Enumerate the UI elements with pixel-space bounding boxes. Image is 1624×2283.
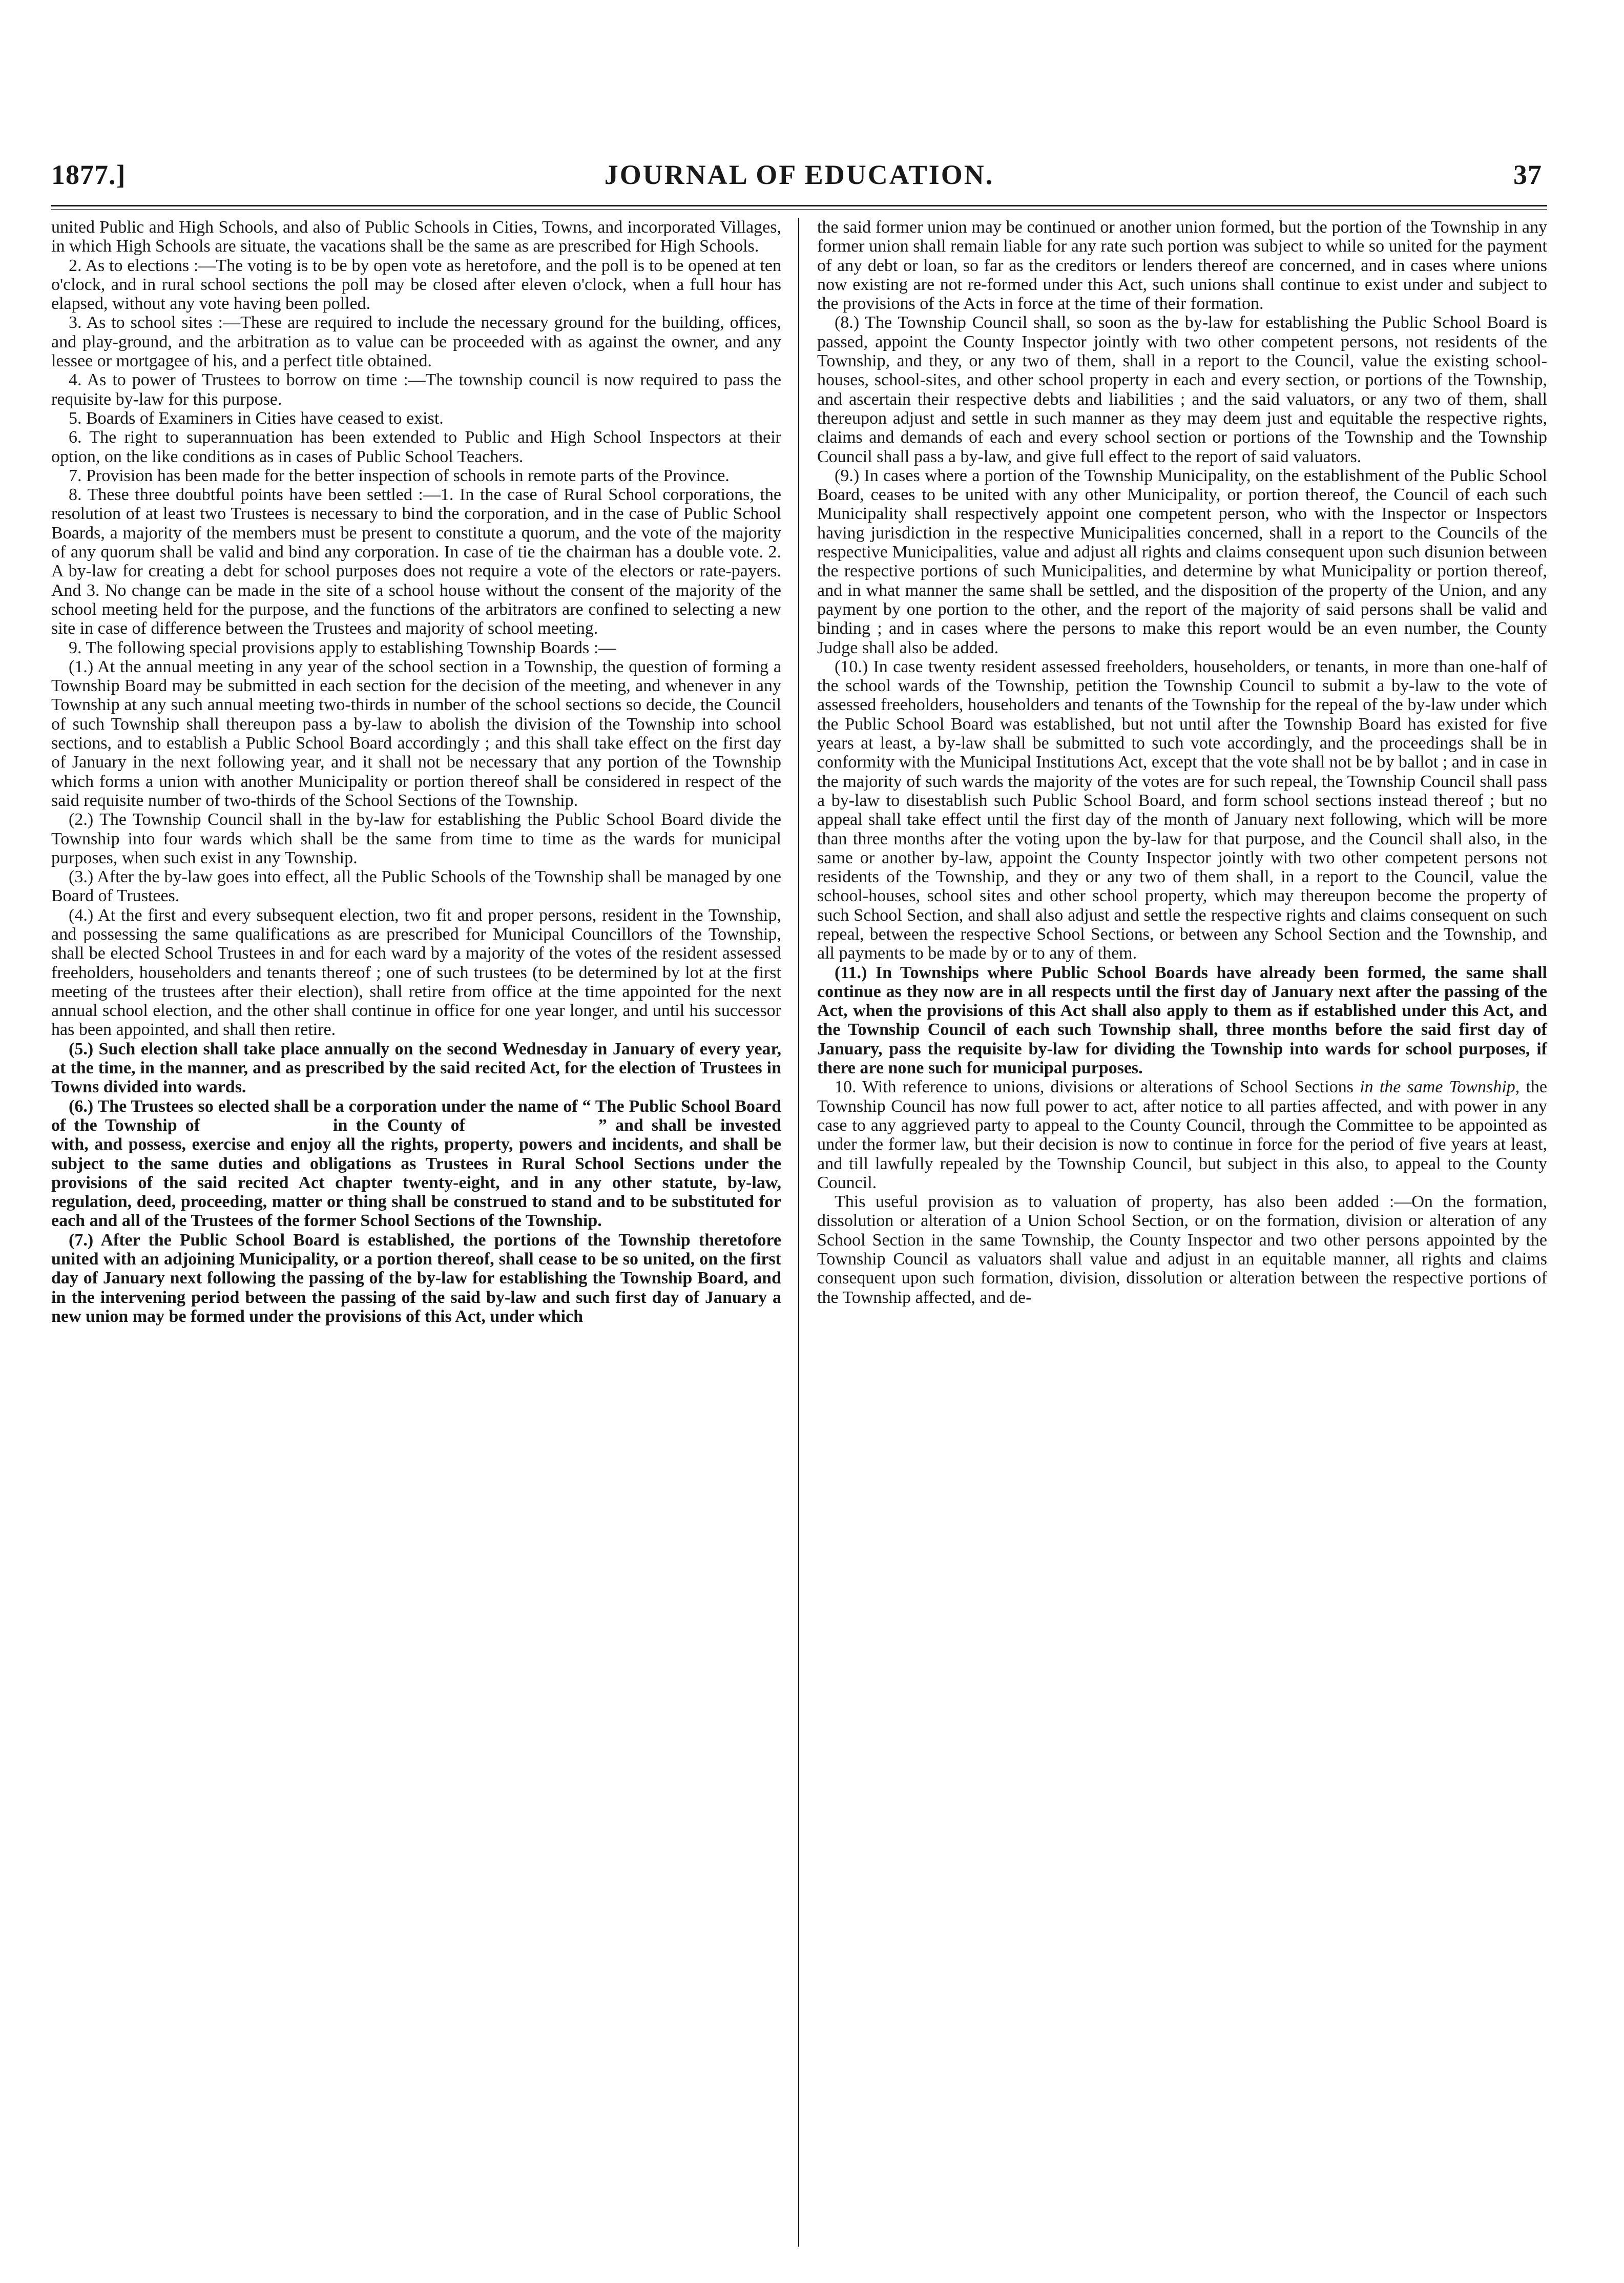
paragraph-township-boards: 9. The following special provisions apply to establishing Township Boards :— — [69, 638, 616, 657]
paragraph-school-sites: 3. As to school sites :—These are required to include the necessary ground for the building, offices, and play-ground, and the arbitration as to value can be proceeded with as against the owner, and any lessee or mortgagee of his, and a perfect title obtained. — [51, 313, 781, 371]
subsection-7: (7.) After the Public School Board is established, the portions of the Township theretofore united with an adjoining Municipality, or a portion thereof, shall cease to be so united, on the first day of January next following the passing of the by-law for establishing the Township Board, and in the intervening period between the passing of the said by-law and such first day of January a new union may be formed under the provisions of this Act, under which — [51, 1230, 781, 1326]
header-year: 1877.] — [51, 159, 126, 190]
subsection-3: (3.) After the by-law goes into effect, all the Public Schools of the Township shall be managed by one Board of Trustees. — [51, 867, 781, 906]
page-header — [51, 154, 1547, 200]
subsection-2: (2.) The Township Council shall in the by-law for establishing the Public School Board divide the Township into four wards which shall be the same from time to time as the wards for municipal purposes, when such exist in any Township. — [51, 810, 781, 867]
column-divider — [798, 218, 799, 2247]
header-rule — [51, 205, 1547, 206]
subsection-8: (8.) The Township Council shall, so soon as the by-law for establishing the Public School Board is passed, appoint the County Inspector jointly with two other competent persons, not residents of the Township, and they, or any two of them, shall in a report to the Council, value the existing school-houses, school-sites, and other school property in each and every section, or portions of the Township, and ascertain their respective debts and liabilities ; and the said valuators, or any two of them, shall thereupon adjust and settle in such manner as they may deem just and equitable the respective rights, claims and demands of each and every school section or portions of the Township and the Township Council shall pass a by-law, and give full effect to the report of said valuators. — [817, 313, 1547, 466]
paragraph-valuation: This useful provision as to valuation of property, has also been added :—On the formation, dissolution or alteration of a Union School Section, or on the formation, division or alteration of any School Section in the same Township, the County Inspector and two other persons appointed by the Township Council as valuators shall value and adjust in an equitable manner, all rights and claims consequent upon such formation, division, dissolution or alteration between the respective portions of the Township affected, and de- — [817, 1192, 1547, 1307]
paragraph-elections: 2. As to elections :—The voting is to be by open vote as heretofore, and the poll is to be opened at ten o'clock, and in rural school sections the poll may be closed after eleven o'clock, when a full hour has elapsed, without any vote having been polled. — [51, 256, 781, 314]
subsection-10: (10.) In case twenty resident assessed freeholders, householders, or tenants, in more than one-half of the school wards of the Township, petition the Township Council to submit a by-law to the vote of assessed freeholders, householders and tenants of the Township for the repeal of the by-law under which the Public School Board was established, but not until after the Township Board has existed for five years at least, a by-law shall be submitted to such vote accordingly, and the proceedings shall be in conformity with the Municipal Institutions Act, except that the vote shall not be by ballot ; and in case in the majority of such wards the majority of the votes are for such repeal, the Township Council shall pass a by-law to disestablish such Public School Board, and form school sections instead thereof ; but no appeal shall take effect until the first day of the month of January next following, which will be more than three months after the voting upon the by-law for that purpose, and the Council shall also, in the same or another by-law, appoint the County Inspector jointly with two other competent persons not residents of the Township, and they or any two of them shall, in a report to the Council, value the school-houses, school sites and other school property, which may thereupon become the property of such School Section, and shall also adjust and settle the respective rights and claims consequent on such repeal, between the respective School Sections, or between any School Section and the Township, and all payments to be made by or to any of them. — [817, 657, 1547, 963]
paragraph-continued-right: the said former union may be continued or another union formed, but the portion of the Township in any former union shall remain liable for any rate such portion was subject to while so united for the payment of any debt or loan, so far as the creditors or lenders thereof are concerned, and in cases where unions now existing are not re-formed under this Act, such unions shall continue to exist under and subject to the provisions of the Acts in force at the time of their formation. — [817, 218, 1547, 314]
paragraph-boards-examiners: 5. Boards of Examiners in Cities have ceased to exist. — [69, 408, 444, 428]
paragraph-inspection: 7. Provision has been made for the better inspection of schools in remote parts of the Province. — [69, 466, 730, 485]
subsection-11: (11.) In Townships where Public School Boards have already been formed, the same shall continue as they now are in all respects until the first day of January next after the passing of the Act, when the provisions of this Act shall also apply to them as if established under this Act, and the Township Council of each such Township shall, three months before the said first day of January, pass the requisite by-law for dividing the Township into wards for school purposes, if there are none such for municipal purposes. — [817, 963, 1547, 1078]
subsection-6-part-a: (6.) The Trustees so elected shall be a corporation under the name of “ The Public School Board of the Township of — [51, 1096, 781, 1135]
subsection-6 — [51, 1097, 781, 1231]
paragraph-superannuation: 6. The right to superannuation has been extended to Public and High School Inspectors at their option, on the like conditions as in cases of Public School Teachers. — [51, 428, 781, 466]
paragraph-unions-part-a: 10. With reference to unions, divisions or alterations of School Sections — [835, 1077, 1354, 1097]
paragraph-unions — [817, 1077, 1547, 1192]
subsection-4: (4.) At the first and every subsequent election, two fit and proper persons, resident in the Township, and possessing the same qualifications as are prescribed for Municipal Councillors of the Township, shall be elected School Trustees in and for each ward by a majority of the votes of the resident assessed freeholders, householders and tenants thereof ; one of such trustees (to be determined by lot at the first meeting of the trustees after their election), shall retire from office at the time appointed for the next annual school election, and the other shall continue in office for one year longer, and until his successor has been appointed, and shall then retire. — [51, 905, 781, 1040]
page-number: 37 — [1513, 159, 1542, 190]
subsection-9: (9.) In cases where a portion of the Township Municipality, on the establishment of the Public School Board, ceases to be united with any other Municipality, or portion thereof, the Council of each such Municipality shall respectively appoint one competent person, who with the Inspector or Inspectors having jurisdiction in the respective Municipalities concerned, shall in a report to the Councils of the respective Municipalities, value and adjust all rights and claims consequent upon such disunion between the respective portions of such Municipalities, and determine by what Municipality or portion thereof, and in what manner the same shall be settled, and the disposition of the property of the Union, and any payment by one portion to the other, and the report of the majority of said persons shall be valid and binding ; and in cases where the persons to make this report would be an even number, the County Judge shall also be added. — [817, 466, 1547, 657]
paragraph-doubtful-points: 8. These three doubtful points have been settled :—1. In the case of Rural School corporations, the resolution of at least two Trustees is necessary to bind the corporation, and in the case of Public School Boards, a majority of the members must be present to constitute a quorum, and the vote of the majority of any quorum shall be valid and bind any corporation. In case of tie the chairman has a double vote. 2. A by-law for creating a debt for school purposes does not require a vote of the electors or rate-payers. And 3. No change can be made in the site of a school house without the consent of the majority of the school meeting held for the purpose, and the functions of the arbitrators are confined to selecting a new site in case of difference between the Trustees and majority of school meeting. — [51, 485, 781, 638]
paragraph-unions-emphasis: in the same Township, — [1360, 1077, 1520, 1097]
paragraph-borrowing: 4. As to power of Trustees to borrow on time :—The township council is now required to pass the requisite by-law for this purpose. — [51, 370, 781, 409]
subsection-6-part-c: ” and shall be invested with, and possess, exercise and enjoy all the rights, property, powers and incidents, and shall be subject to the same duties and obligations as Trustees in Rural School Sections under the provisions of the said recited Act chapter twenty-eight, and in any other statute, by-law, regulation, deed, proceeding, matter or thing shall be construed to stand and to be substituted for each and all of the Trustees of the former School Sections of the Township. — [51, 1115, 781, 1231]
journal-page — [51, 154, 1547, 2244]
header-title: JOURNAL OF EDUCATION. — [604, 159, 994, 190]
subsection-6-part-b: in the County of — [333, 1115, 465, 1135]
paragraph-unions-part-b: the Township Council has now full power to act, after notice to all parties affected, and with power in any case to any aggrieved party to appeal to the County Council, through the Committee to be appointed as under the former law, but their decision is now to continue in force for the period of five years at least, and till lawfully repealed by the Township Council, but subject in this also, to appeal to the County Council. — [817, 1077, 1548, 1192]
header-rule-thin — [51, 209, 1547, 210]
subsection-5: (5.) Such election shall take place annually on the second Wednesday in January of every year, at the time, in the manner, and as prescribed by the said recited Act, for the election of Trustees in Towns divided into wards. — [51, 1039, 781, 1097]
right-column — [817, 218, 1547, 1307]
left-column — [51, 218, 781, 1326]
paragraph-continued: united Public and High Schools, and also of Public Schools in Cities, Towns, and incorporated Villages, in which High Schools are situate, the vacations shall be the same as are prescribed for High Schools. — [51, 218, 781, 256]
subsection-1: (1.) At the annual meeting in any year of the school section in a Township, the question of forming a Township Board may be submitted in each section for the decision of the meeting, and whenever in any Township at any such annual meeting two-thirds in number of the school sections so decide, the Council of such Township shall thereupon pass a by-law to abolish the division of the Township into school sections, and to establish a Public School Board accordingly ; and this shall take effect on the first day of January in the next following year, and it shall not be necessary that any portion of the Township which forms a union with another Municipality or portion thereof shall be considered in respect of the said requisite number of two-thirds of the School Sections of the Township. — [51, 657, 781, 810]
